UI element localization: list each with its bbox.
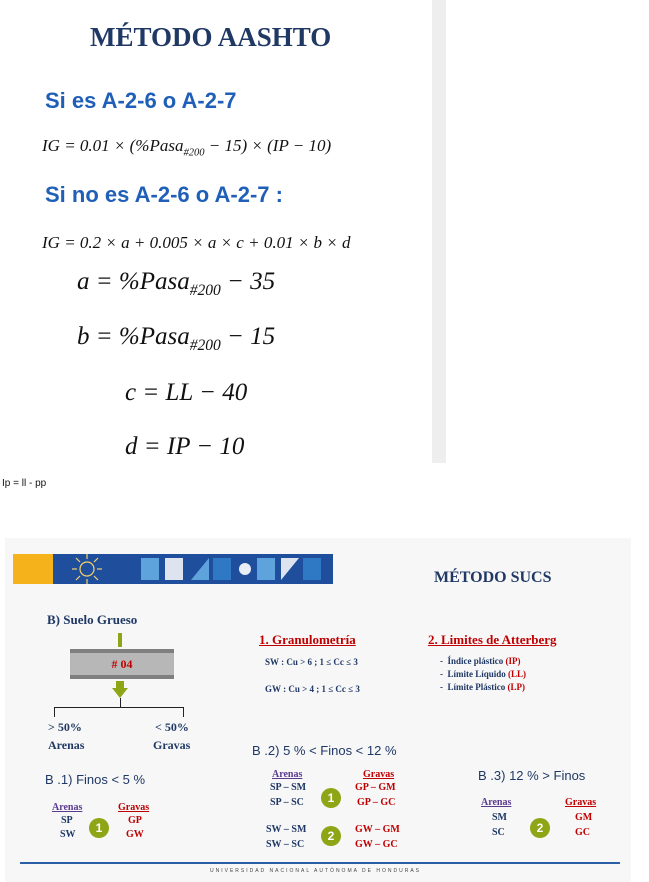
b2-grava-gp-gc: GP – GC — [357, 797, 396, 808]
b2-number-badge-2: 2 — [321, 826, 341, 846]
sw-criteria: SW : Cu > 6 ; 1 ≤ Cc ≤ 3 — [265, 657, 358, 667]
granulometry-title: 1. Granulometría — [259, 632, 356, 647]
a-definition: a = %Pasa$_{\#200}$ − 35 — [77, 268, 276, 299]
case2-heading: Si no es A-2-6 o A-2-7 : — [45, 182, 283, 207]
case2-formula: IG = 0.2 × a + 0.005 × a × c + 0.01 × b × d — [42, 233, 351, 252]
b2-arenas-header: Arenas — [272, 769, 303, 780]
sieve-box — [70, 649, 174, 679]
b2-arena-sp-sc: SP – SC — [270, 797, 304, 808]
b1-arena-sp: SP — [61, 815, 73, 826]
right-label-gravas: Gravas — [153, 738, 191, 752]
arrow-down-icon — [112, 688, 128, 698]
branch-center-line — [120, 698, 121, 708]
b2-grava-gw-gm: GW – GM — [355, 824, 400, 835]
branch-left-line — [54, 707, 55, 717]
d-definition: d = IP − 10 — [125, 433, 245, 460]
b2-number-badge-1: 1 — [321, 788, 341, 808]
b1-number-badge: 1 — [89, 818, 109, 838]
footer-university: UNIVERSIDAD NACIONAL AUTÓNOMA DE HONDURAS — [210, 868, 422, 874]
branch-horizontal-line — [54, 707, 184, 708]
b1-grava-gw: GW — [126, 829, 144, 840]
atterberg-item-ip: - Índice plástico (IP) — [440, 656, 521, 666]
b1-grava-gp: GP — [128, 815, 142, 826]
b2-grava-gp-gm: GP – GM — [355, 782, 396, 793]
b2-title: B .2) 5 % < Finos < 12 % — [252, 743, 397, 758]
case1-formula: IG = 0.01 × (%Pasa$_{\#200}$ − 15) × (IP − 10) — [42, 136, 332, 159]
b3-grava-gc: GC — [575, 827, 590, 838]
right-percent: < 50% — [155, 720, 189, 734]
b3-arenas-header: Arenas — [481, 797, 512, 808]
atterberg-item-ll: - Límite Líquido (LL) — [440, 669, 527, 679]
b1-title: B .1) Finos < 5 % — [45, 772, 146, 787]
atterberg-item-lp: - Límite Plástico (LP) — [440, 682, 525, 692]
sun-logo-icon — [70, 553, 104, 585]
coarse-soil-heading: B) Suelo Grueso — [47, 612, 138, 627]
b3-arena-sc: SC — [492, 827, 505, 838]
b2-arena-sw-sc: SW – SC — [266, 839, 305, 850]
b1-gravas-header: Gravas — [118, 802, 150, 813]
b2-gravas-header: Gravas — [363, 769, 395, 780]
footer-divider — [20, 862, 620, 864]
b3-number-badge: 2 — [530, 818, 550, 838]
b2-grava-gw-gc: GW – GC — [355, 839, 398, 850]
b1-arena-sw: SW — [60, 829, 76, 840]
c-definition: c = LL − 40 — [125, 379, 248, 406]
aashto-title: MÉTODO AASHTO — [90, 22, 332, 52]
b3-arena-sm: SM — [492, 812, 507, 823]
slide-edge — [432, 0, 446, 463]
sucs-title: MÉTODO SUCS — [434, 569, 552, 586]
b2-arena-sp-sm: SP – SM — [270, 782, 307, 793]
branch-right-line — [183, 707, 184, 717]
gw-criteria: GW : Cu > 4 ; 1 ≤ Cc ≤ 3 — [265, 684, 360, 694]
sieve-label: # 04 — [111, 657, 133, 671]
banner-yellow-block — [13, 554, 53, 584]
arrow-shaft-top — [118, 633, 122, 647]
b1-arenas-header: Arenas — [52, 802, 83, 813]
note-text: Ip = ll - pp — [2, 478, 47, 489]
b3-grava-gm: GM — [575, 812, 593, 823]
b3-gravas-header: Gravas — [565, 797, 597, 808]
atterberg-title: 2. Limites de Atterberg — [428, 632, 557, 647]
b-definition: b = %Pasa$_{\#200}$ − 15 — [77, 323, 276, 354]
left-percent: > 50% — [48, 720, 82, 734]
b2-arena-sw-sm: SW – SM — [266, 824, 307, 835]
case1-heading: Si es A-2-6 o A-2-7 — [45, 88, 237, 113]
left-label-arenas: Arenas — [48, 738, 85, 752]
b3-title: B .3) 12 % > Finos — [478, 768, 586, 783]
